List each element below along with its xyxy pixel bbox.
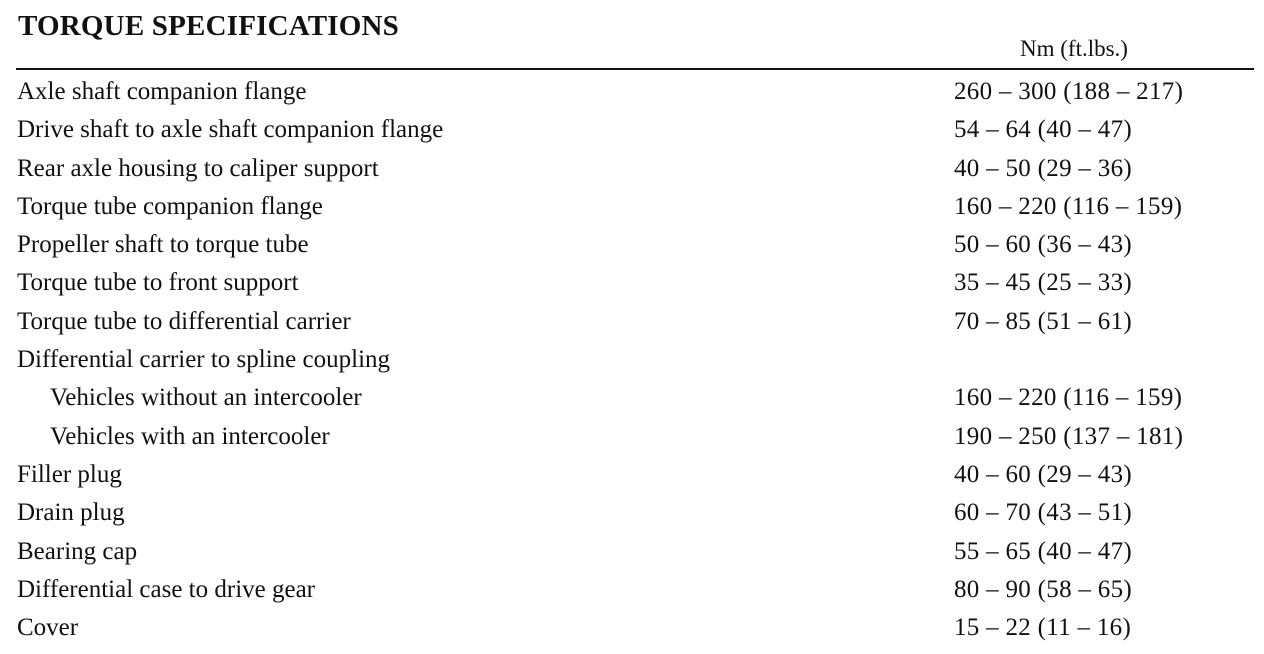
spec-label: Vehicles without an intercooler — [50, 384, 362, 412]
spec-value: 190 – 250 (137 – 181) — [954, 422, 1184, 450]
spec-row — [0, 76, 1264, 114]
spec-label: Torque tube to front support — [17, 269, 299, 297]
spec-row — [0, 536, 1264, 574]
spec-label: Axle shaft companion flange — [17, 78, 307, 105]
spec-label: Differential case to drive gear — [17, 575, 315, 603]
spec-value: 35 – 45 (25 – 33) — [954, 269, 1133, 297]
spec-row — [0, 267, 1264, 305]
spec-value: 55 – 65 (40 – 47) — [954, 537, 1133, 565]
spec-value: 60 – 70 (43 – 51) — [954, 499, 1133, 527]
spec-label: Drive shaft to axle shaft companion flange — [17, 116, 444, 144]
spec-row — [0, 459, 1264, 497]
spec-value: 80 – 90 (58 – 65) — [954, 575, 1133, 603]
spec-table — [0, 76, 1264, 650]
spec-row — [0, 612, 1264, 650]
spec-row — [0, 153, 1264, 191]
spec-row — [0, 574, 1264, 612]
header-divider — [16, 68, 1254, 70]
spec-value: 160 – 220 (116 – 159) — [954, 192, 1183, 220]
spec-label: Drain plug — [17, 499, 125, 527]
spec-value: 160 – 220 (116 – 159) — [954, 384, 1183, 412]
spec-label: Propeller shaft to torque tube — [17, 231, 309, 259]
page-title: TORQUE SPECIFICATIONS — [18, 10, 400, 42]
spec-row — [0, 191, 1264, 229]
spec-row — [0, 497, 1264, 535]
spec-label: Rear axle housing to caliper support — [17, 154, 379, 182]
spec-row — [0, 229, 1264, 267]
spec-label: Torque tube to differential carrier — [17, 307, 351, 335]
spec-value: 54 – 64 (40 – 47) — [954, 116, 1133, 144]
spec-value: 40 – 60 (29 – 43) — [954, 460, 1133, 488]
spec-label: Vehicles with an intercooler — [50, 422, 330, 450]
spec-label: Cover — [17, 614, 79, 642]
units-header: Nm (ft.lbs.) — [1020, 36, 1128, 61]
spec-row — [0, 114, 1264, 152]
spec-row — [0, 344, 1264, 382]
spec-subrow — [0, 382, 1264, 420]
spec-label: Filler plug — [17, 460, 122, 488]
spec-label: Torque tube companion flange — [17, 192, 323, 220]
spec-row — [0, 306, 1264, 344]
spec-label: Differential carrier to spline coupling — [17, 346, 391, 374]
spec-subrow — [0, 421, 1264, 459]
spec-value: 260 – 300 (188 – 217) — [954, 78, 1184, 105]
spec-value: 50 – 60 (36 – 43) — [954, 231, 1133, 259]
spec-label: Bearing cap — [17, 537, 138, 565]
spec-value: 40 – 50 (29 – 36) — [954, 154, 1133, 182]
spec-value: 70 – 85 (51 – 61) — [954, 307, 1133, 335]
spec-value: 15 – 22 (11 – 16) — [954, 614, 1132, 642]
